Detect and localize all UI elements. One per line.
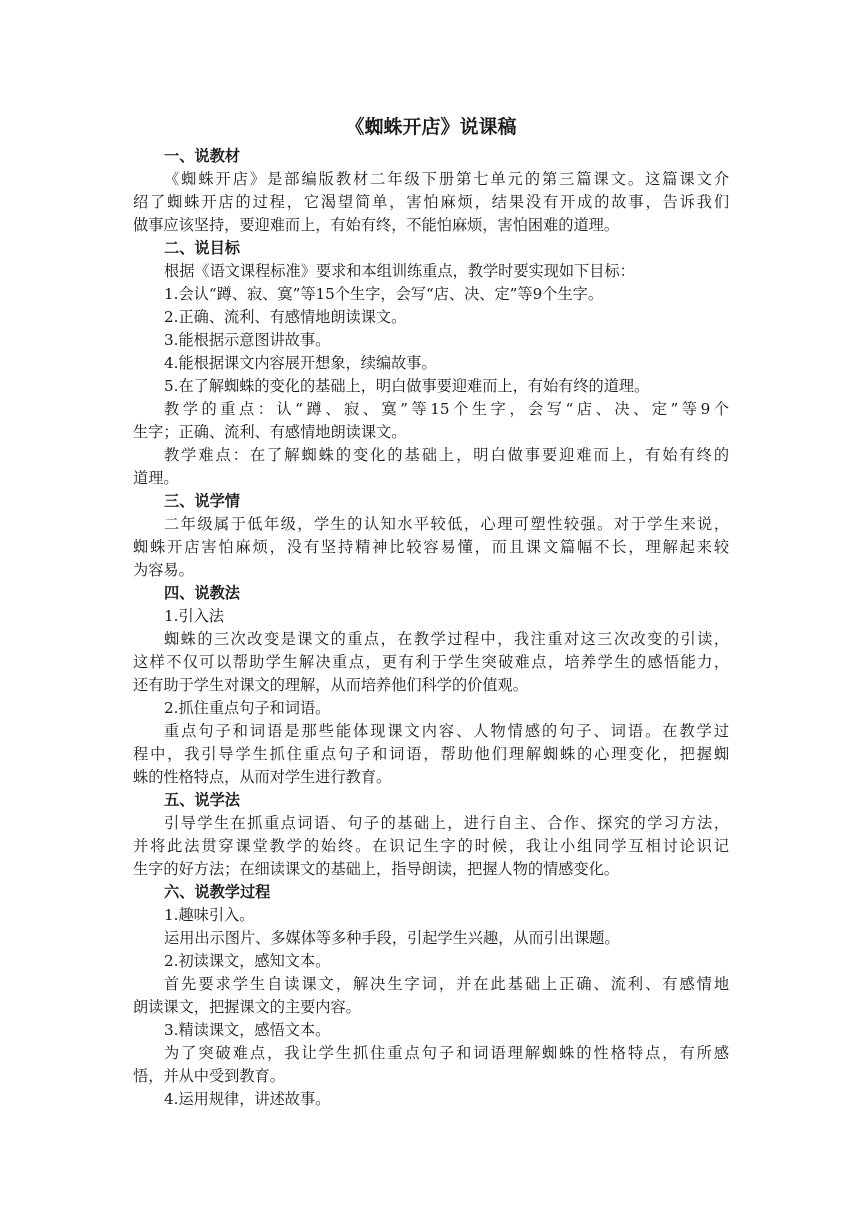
paragraph-line: 生字；正确、流利、有感情地朗读课文。	[133, 423, 407, 441]
section-heading: 二、说目标	[164, 239, 240, 257]
paragraph-line: 4.运用规律，讲述故事。	[164, 1090, 331, 1108]
paragraph-line: 《蜘蛛开店》是部编版教材二年级下册第七单元的第三篇课文。这篇课文介	[164, 170, 729, 188]
paragraph-line: 教学难点：在了解蜘蛛的变化的基础上，明白做事要迎难而上，有始有终的	[164, 446, 729, 464]
paragraph-line: 2.抓住重点句子和词语。	[164, 699, 331, 717]
paragraph-line: 3.精读课文，感悟文本。	[164, 1021, 331, 1039]
section-heading: 四、说教法	[164, 584, 240, 602]
paragraph-line: 生字的好方法；在细读课文的基础上，指导朗读，把握人物的情感变化。	[133, 860, 619, 878]
paragraph-line: 绍了蜘蛛开店的过程，它渴望简单，害怕麻烦，结果没有开成的故事，告诉我们	[133, 193, 729, 211]
section-heading: 三、说学情	[164, 492, 240, 510]
section-heading: 五、说学法	[164, 791, 240, 809]
document-page	[133, 112, 729, 1111]
section-heading: 一、说教材	[164, 147, 240, 165]
paragraph-line: 引导学生在抓重点词语、句子的基础上，进行自主、合作、探究的学习方法，	[164, 814, 729, 832]
paragraph-line: 2.初读课文，感知文本。	[164, 952, 331, 970]
paragraph-line: 并将此法贯穿课堂教学的始终。在识记生字的时候，我让小组同学互相讨论识记	[133, 837, 729, 855]
paragraph-line: 这样不仅可以帮助学生解决重点，更有利于学生突破难点，培养学生的感悟能力，	[133, 653, 729, 671]
paragraph-line: 道理。	[133, 469, 179, 487]
paragraph-line: 5.在了解蜘蛛的变化的基础上，明白做事要迎难而上，有始有终的道理。	[164, 377, 650, 395]
paragraph-line: 运用出示图片、多媒体等多种手段，引起学生兴趣，从而引出课题。	[164, 929, 620, 947]
paragraph-line: 还有助于学生对课文的理解，从而培养他们科学的价值观。	[133, 676, 528, 694]
paragraph-line: 首先要求学生自读课文，解决生字词，并在此基础上正确、流利、有感情地	[164, 975, 729, 993]
paragraph-line: 程中，我引导学生抓住重点句子和词语，帮助他们理解蜘蛛的心理变化，把握蜘	[133, 745, 729, 763]
section-heading: 六、说教学过程	[164, 883, 271, 901]
paragraph-line: 3.能根据示意图讲故事。	[164, 331, 331, 349]
paragraph-line: 蜘蛛开店害怕麻烦，没有坚持精神比较容易懂，而且课文篇幅不长，理解起来较	[133, 538, 729, 556]
paragraph-line: 二年级属于低年级，学生的认知水平较低，心理可塑性较强。对于学生来说，	[164, 515, 729, 533]
paragraph-line: 做事应该坚持，要迎难而上，有始有终，不能怕麻烦，害怕困难的道理。	[133, 216, 619, 234]
paragraph-line: 1.引入法	[164, 607, 225, 625]
document-body	[133, 145, 729, 1111]
paragraph-line: 为了突破难点，我让学生抓住重点句子和词语理解蜘蛛的性格特点，有所感	[164, 1044, 729, 1062]
paragraph-line: 2.正确、流利、有感情地朗读课文。	[164, 308, 407, 326]
document-title: 《蜘蛛开店》说课稿	[345, 116, 517, 138]
paragraph-line: 1.趣味引入。	[164, 906, 255, 924]
paragraph-line: 重点句子和词语是那些能体现课文内容、人物情感的句子、词语。在教学过	[164, 722, 729, 740]
paragraph-line: 蛛的性格特点，从而对学生进行教育。	[133, 768, 392, 786]
paragraph-line: 蜘蛛的三次改变是课文的重点，在教学过程中，我注重对这三次改变的引读，	[164, 630, 729, 648]
paragraph-line: 根据《语文课程标准》要求和本组训练重点，教学时要实现如下目标：	[164, 262, 635, 280]
paragraph-line: 朗读课文，把握课文的主要内容。	[133, 998, 361, 1016]
paragraph-line: 为容易。	[133, 561, 194, 579]
paragraph-line: 悟，并从中受到教育。	[133, 1067, 285, 1085]
paragraph-line: 1.会认“蹲、寂、寞”等15个生字，会写“店、决、定”等9个生字。	[164, 285, 604, 303]
paragraph-line: 教学的重点：认“蹲、寂、寞”等15个生字，会写“店、决、定”等9个	[164, 400, 729, 418]
paragraph-line: 4.能根据课文内容展开想象，续编故事。	[164, 354, 437, 372]
